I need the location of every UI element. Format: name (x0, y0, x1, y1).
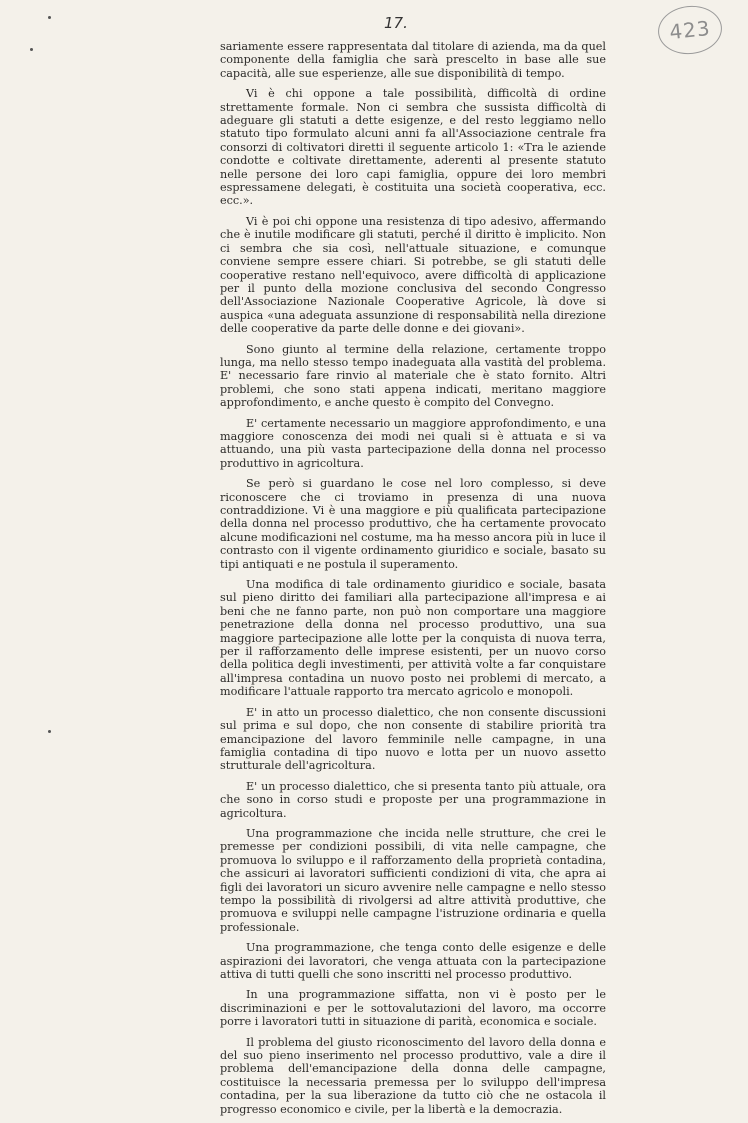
page-number: 17. (384, 14, 408, 32)
paragraph: Una programmazione che incida nelle strutture, che crei le premesse per condizioni possibili, di vita nelle campagne, che promuova lo sviluppo e il rafforzamento della proprietà contadina, che assicuri ai lavoratori sufficienti condizioni di vita, che apra ai figli dei lavoratori un sicuro avvenire nelle campagne e nello stesso tempo la possibilità di rivolgersi ad altre attività produttive, che promuova e sviluppi nelle campagne l'istruzione ordinaria e quella professionale. (220, 826, 606, 934)
paragraph: Sono giunto al termine della relazione, certamente troppo lunga, ma nello stesso tempo inadeguata alla vastità del problema. E' necessario fare rinvio al materiale che è stato fornito. Altri problemi, che sono stati appena indicati, meritano maggiore approfondimento, e anche questo è compito del Convegno. (220, 342, 606, 410)
margin-mark (48, 730, 51, 733)
paragraph: E' un processo dialettico, che si presenta tanto più attuale, ora che sono in corso studi e proposte per una programmazione in agricoltura. (220, 779, 606, 820)
paragraph: Il problema del giusto riconoscimento del lavoro della donna e del suo pieno inserimento nel processo produttivo, vale a dire il problema dell'emancipazione della donna delle campagne, costituisce la necessaria premessa per lo sviluppo dell'impresa contadina, per la sua liberazione da tutto ciò che ne ostacola il progresso economico e civile, per la libertà e la democrazia. (220, 1035, 606, 1116)
paragraph: E' in atto un processo dialettico, che non consente discussioni sul prima e sul dopo, che non consente di stabilire priorità tra emancipazione del lavoro femminile nelle campagne, in una famiglia contadina di tipo nuovo e lotta per un nuovo assetto strutturale dell'agricoltura. (220, 705, 606, 773)
paragraph: Vi è chi oppone a tale possibilità, difficoltà di ordine strettamente formale. Non ci sembra che sussista difficoltà di adeguare gli statuti a dette esigenze, e del resto leggiamo nello statuto tipo formulato alcuni anni fa all'Associazione centrale fra consorzi di coltivatori diretti il seguente articolo 1: «Tra le aziende condotte e coltivate direttamente, aderenti al presente statuto nelle persone dei loro capi famiglia, oppure dei loro membri espressamene delegati, è costituita una società cooperativa, ecc. ecc.». (220, 87, 606, 208)
paragraph: Se però si guardano le cose nel loro complesso, si deve riconoscere che ci troviamo in presenza di una nuova contraddizione. Vi è una maggiore e più qualificata partecipazione della donna nel processo produttivo, che ha certamente provocato alcune modificazioni nel costume, ma ha messo ancora più in luce il contrasto con il vigente ordinamento giuridico e sociale, basato su tipi antiquati e ne postula il superamento. (220, 477, 606, 571)
margin-mark (48, 16, 51, 19)
paragraph: E' certamente necessario un maggiore approfondimento, e una maggiore conoscenza dei modi nei quali si è attuata e si va attuando, una più vasta partecipazione della donna nel processo produttivo in agricoltura. (220, 416, 606, 470)
margin-mark (30, 48, 33, 51)
body-text (220, 40, 606, 1123)
paragraph: Una modifica di tale ordinamento giuridico e sociale, basata sul pieno diritto dei familiari alla partecipazione all'impresa e ai beni che ne fanno parte, non può non comportare una maggiore penetrazione della donna nel processo produttivo, una sua maggiore partecipazione alle lotte per la conquista di nuova terra, per il rafforzamento delle imprese esistenti, per un nuovo corso della politica degli investimenti, per attività volte a far conquistare all'impresa contadina un nuovo posto nei problemi di mercato, a modificare l'attuale rapporto tra mercato agricolo e monopoli. (220, 578, 606, 699)
paragraph: Una programmazione, che tenga conto delle esigenze e delle aspirazioni dei lavoratori, che venga attuata con la partecipazione attiva di tutti quelli che sono inscritti nel processo produttivo. (220, 941, 606, 981)
archive-number-stamp: 423 (656, 3, 725, 57)
paragraph: sariamente essere rappresentata dal titolare di azienda, ma da quel componente della famiglia che sarà prescelto in base alle sue capacità, alle sue esperienze, alle sue disponibilità di tempo. (220, 40, 606, 80)
paragraph: In una programmazione siffatta, non vi è posto per le discriminazioni e per le sottovalutazioni del lavoro, ma occorre porre i lavoratori tutti in situazione di parità, economica e sociale. (220, 988, 606, 1029)
paragraph: Vi è poi chi oppone una resistenza di tipo adesivo, affermando che è inutile modificare gli statuti, perché il diritto è implicito. Non ci sembra che sia così, nell'attuale situazione, e comunque conviene sempre essere chiari. Si potrebbe, se gli statuti delle cooperative restano nell'equivoco, avere difficoltà di applicazione per il punto della mozione conclusiva del secondo Congresso dell'Associazione Nazionale Cooperative Agricole, là dove si auspica «una adeguata assunzione di responsabilità nella direzione delle cooperative da parte delle donne e dei giovani». (220, 214, 606, 336)
